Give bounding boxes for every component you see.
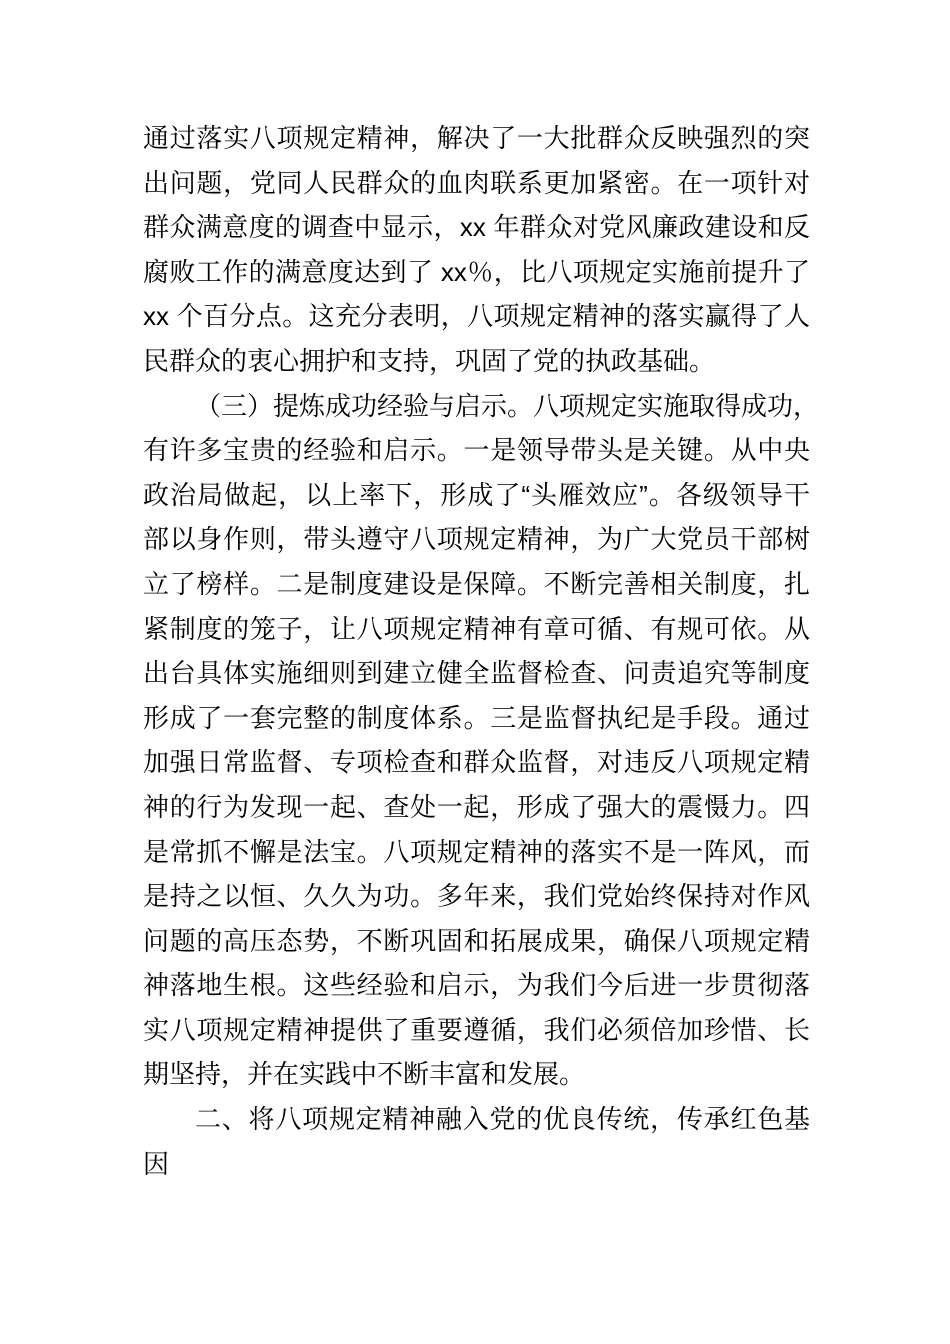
text-line: 通过落实八项规定精神，解决了一大批群众反映强烈的突 bbox=[143, 123, 810, 153]
text-line: 紧制度的笼子，让八项规定精神有章可循、有规可依。从 bbox=[143, 613, 810, 644]
text-line: xx 个百分点。这充分表明，八项规定精神的落实赢得了人 bbox=[143, 301, 810, 332]
text-line: 出台具体实施细则到建立健全监督检查、问责追究等制度 bbox=[143, 658, 810, 689]
text-line: 出问题，党同人民群众的血肉联系更加紧密。在一项针对 bbox=[143, 167, 810, 198]
text-line: 是持之以恒、久久为功。多年来，我们党始终保持对作风 bbox=[143, 881, 810, 912]
text-line: 政治局做起，以上率下，形成了“头雁效应”。各级领导干 bbox=[143, 479, 810, 510]
paragraph-conclusion-results bbox=[143, 116, 810, 384]
text-line: 是常抓不懈是法宝。八项规定精神的落实不是一阵风，而 bbox=[143, 836, 810, 867]
text-line: 问题的高压态势，不断巩固和拓展成果，确保八项规定精 bbox=[143, 925, 810, 956]
text-line: 神落地生根。这些经验和启示，为我们今后进一步贯彻落 bbox=[143, 970, 810, 1001]
paragraph-section-three-experience bbox=[143, 384, 820, 1098]
heading-line: 因 bbox=[143, 1148, 170, 1179]
text-line: 部以身作则，带头遵守八项规定精神，为广大党员干部树 bbox=[143, 524, 810, 555]
text-line: 立了榜样。二是制度建设是保障。不断完善相关制度，扎 bbox=[143, 568, 810, 599]
text-line: 民群众的衷心拥护和支持，巩固了党的执政基础。 bbox=[143, 345, 716, 376]
text-line: （三）提炼成功经验与启示。八项规定实施取得成功， bbox=[195, 390, 820, 421]
text-line: 加强日常监督、专项检查和群众监督，对违反八项规定精 bbox=[143, 747, 810, 778]
heading-section-two bbox=[143, 1097, 810, 1186]
text-line: 有许多宝贵的经验和启示。一是领导带头是关键。从中央 bbox=[143, 435, 810, 466]
text-line: 群众满意度的调查中显示，xx 年群众对党风廉政建设和反 bbox=[143, 212, 810, 243]
text-line: 腐败工作的满意度达到了 xx％，比八项规定实施前提升了 bbox=[143, 256, 810, 287]
text-line: 神的行为发现一起、查处一起，形成了强大的震慑力。四 bbox=[143, 791, 810, 822]
text-line: 期坚持，并在实践中不断丰富和发展。 bbox=[143, 1059, 586, 1090]
heading-line: 二、将八项规定精神融入党的优良传统，传承红色基 bbox=[195, 1104, 810, 1135]
text-line: 形成了一套完整的制度体系。三是监督执纪是手段。通过 bbox=[143, 702, 810, 733]
text-line: 实八项规定精神提供了重要遵循，我们必须倍加珍惜、长 bbox=[143, 1014, 810, 1045]
